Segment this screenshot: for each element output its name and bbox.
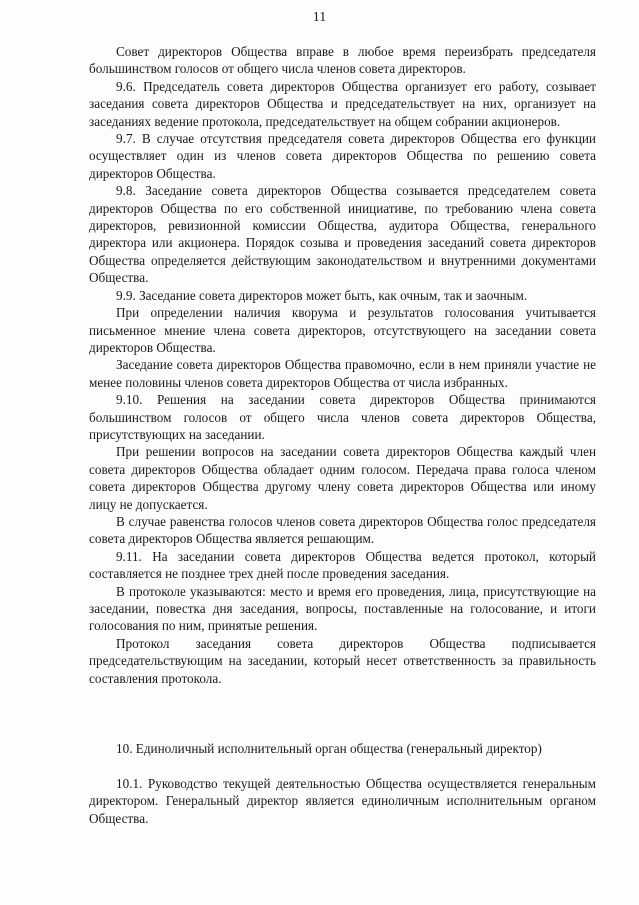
paragraph: При решении вопросов на заседании совета директоров Общества каждый член совета директоров Общества обладает одним голосом. Передача права голоса членом совета директоров Общества другому члену совета директоров Общества или иному лицу не допускается. — [89, 444, 596, 512]
paragraph: При определении наличия кворума и результатов голосования учитывается письменное мнение члена совета директоров, отсутствующего на заседании совета директоров Общества. — [89, 305, 596, 355]
paragraph: В случае равенства голосов членов совета директоров Общества голос председателя совета директоров Общества является решающим. — [89, 513, 596, 547]
paragraph: 9.7. В случае отсутствия председателя совета директоров Общества его функции осуществляет один из членов совета директоров Общества по решению совета директоров Общества. — [89, 131, 596, 181]
paragraph: 9.6. Председатель совета директоров Общества организует его работу, созывает заседания совета директоров Общества и председательствует на них, организует на заседаниях ведение протокола, председательствует на общем собрании акционеров. — [89, 78, 596, 129]
paragraph: 10.1. Руководство текущей деятельностью Общества осуществляется генеральным директором. Генеральный директор является единоличным исполнительным органом Общества. — [89, 776, 596, 826]
paragraph: 9.10. Решения на заседании совета директоров Общества принимаются большинством голосов от общего числа членов совета директоров Общества, присутствующих на заседании. — [89, 392, 596, 442]
main-text — [89, 43, 596, 687]
section-heading: 10. Единоличный исполнительный орган общества (генеральный директор) — [116, 741, 542, 756]
page-number: 11 — [312, 10, 327, 25]
paragraph: 9.9. Заседание совета директоров может быть, как очным, так и заочным. — [116, 287, 528, 303]
paragraph: 9.8. Заседание совета директоров Общества созывается председателем совета директоров Общества по его собственной инициативе, по требованию члена совета директоров, ревизионной комиссии Общества, аудитора Общества, генерального директора или акционера. Порядок созыва и проведения заседаний совета директоров Общества определяется действующим законодательством и внутренними документами Общества. — [89, 183, 596, 286]
section-text — [89, 775, 596, 827]
paragraph: 9.11. На заседании совета директоров Общества ведется протокол, который составляется не позднее трех дней после проведения заседания. — [89, 548, 596, 582]
paragraph: Протокол заседания совета директоров Общества подписывается председательствующим на заседании, который несет ответственность за правильность составления протокола. — [89, 635, 596, 686]
paragraph: Заседание совета директоров Общества правомочно, если в нем приняли участие не менее половины членов совета директоров Общества от числа избранных. — [89, 357, 596, 390]
paragraph: Совет директоров Общества вправе в любое время переизбрать председателя большинством голосов от общего числа членов совета директоров. — [89, 44, 596, 77]
paragraph: В протоколе указываются: место и время его проведения, лица, присутствующие на заседании, повестка дня заседания, вопросы, поставленные на голосование, и итоги голосования по ним, принятые решения. — [89, 583, 596, 634]
